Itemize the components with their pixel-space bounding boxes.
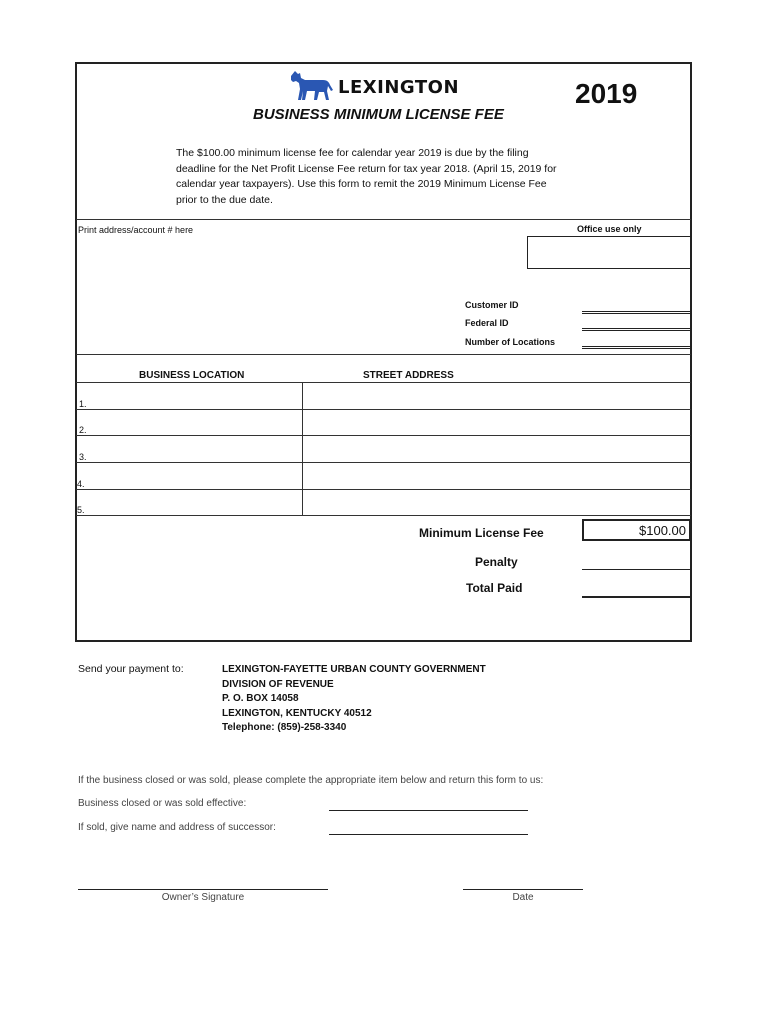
successor-field[interactable] bbox=[329, 834, 528, 835]
horse-icon bbox=[289, 70, 335, 102]
table-rule bbox=[76, 515, 691, 516]
divider bbox=[76, 219, 691, 220]
col-street-address: STREET ADDRESS bbox=[363, 370, 454, 381]
total-paid-label: Total Paid bbox=[466, 581, 523, 595]
intro-paragraph bbox=[176, 146, 557, 208]
payment-address bbox=[222, 663, 486, 736]
business-location-3[interactable] bbox=[90, 436, 300, 461]
street-address-5[interactable] bbox=[304, 490, 690, 514]
total-paid-field[interactable] bbox=[582, 596, 691, 598]
divider bbox=[76, 354, 691, 355]
business-location-2[interactable] bbox=[90, 410, 300, 434]
location-row-number: 3. bbox=[79, 452, 87, 462]
payment-line: LEXINGTON-FAYETTE URBAN COUNTY GOVERNMENT bbox=[222, 664, 486, 675]
business-location-5[interactable] bbox=[90, 490, 300, 514]
location-row-number: 4. bbox=[77, 479, 85, 489]
payment-line: DIVISION OF REVENUE bbox=[222, 678, 334, 690]
location-row-number: 1. bbox=[79, 399, 87, 409]
closed-effective-label: Business closed or was sold effective: bbox=[78, 798, 247, 809]
col-business-location: BUSINESS LOCATION bbox=[139, 370, 245, 381]
closure-intro: If the business closed or was sold, please complete the appropriate item below and return this form to us: bbox=[78, 775, 544, 786]
successor-label: If sold, give name and address of successor: bbox=[78, 822, 276, 833]
date-field[interactable] bbox=[463, 889, 583, 890]
federal-id-field[interactable] bbox=[582, 328, 691, 331]
num-locations-field[interactable] bbox=[582, 346, 691, 349]
location-row-number: 2. bbox=[79, 425, 87, 435]
intro-line: calendar year taxpayers). Use this form to remit the 2019 Minimum License Fee bbox=[176, 178, 547, 190]
table-col-divider bbox=[302, 382, 303, 515]
closed-effective-field[interactable] bbox=[329, 810, 528, 811]
intro-line: deadline for the Net Profit License Fee return for tax year 2018. (April 15, 2019 for bbox=[176, 162, 557, 175]
business-location-1[interactable] bbox=[90, 383, 300, 408]
payment-line: LEXINGTON, KENTUCKY 40512 bbox=[222, 707, 372, 719]
num-locations-label: Number of Locations bbox=[465, 337, 556, 347]
form-year: 2019 bbox=[575, 78, 638, 109]
street-address-3[interactable] bbox=[304, 436, 690, 461]
intro-line: The $100.00 minimum license fee for calendar year 2019 is due by the filing bbox=[176, 147, 529, 159]
payment-line: P. O. BOX 14058 bbox=[222, 693, 299, 704]
owner-signature-field[interactable] bbox=[78, 889, 328, 890]
print-address-label: Print address/account # here bbox=[78, 225, 194, 235]
customer-id-field[interactable] bbox=[582, 311, 691, 314]
intro-line: prior to the due date. bbox=[176, 193, 273, 206]
form-title: BUSINESS MINIMUM LICENSE FEE bbox=[253, 106, 504, 123]
penalty-field[interactable] bbox=[582, 569, 691, 570]
customer-id-label: Customer ID bbox=[465, 300, 519, 310]
street-address-2[interactable] bbox=[304, 410, 690, 434]
date-label: Date bbox=[512, 892, 534, 903]
business-location-4[interactable] bbox=[90, 463, 300, 488]
federal-id-label: Federal ID bbox=[465, 318, 509, 328]
min-fee-value: $100.00 bbox=[639, 523, 686, 538]
min-fee-label: Minimum License Fee bbox=[419, 526, 544, 540]
penalty-label: Penalty bbox=[475, 555, 518, 569]
office-use-label: Office use only bbox=[577, 224, 642, 234]
brand-name: LEXINGTON bbox=[338, 77, 460, 98]
payment-line: Telephone: (859)-258-3340 bbox=[222, 722, 347, 733]
street-address-1[interactable] bbox=[304, 383, 690, 408]
street-address-4[interactable] bbox=[304, 463, 690, 488]
send-payment-label: Send your payment to: bbox=[78, 663, 184, 675]
location-row-number: 5. bbox=[77, 505, 85, 515]
office-use-box[interactable] bbox=[527, 236, 691, 269]
owner-signature-label: Owner’s Signature bbox=[161, 892, 245, 903]
